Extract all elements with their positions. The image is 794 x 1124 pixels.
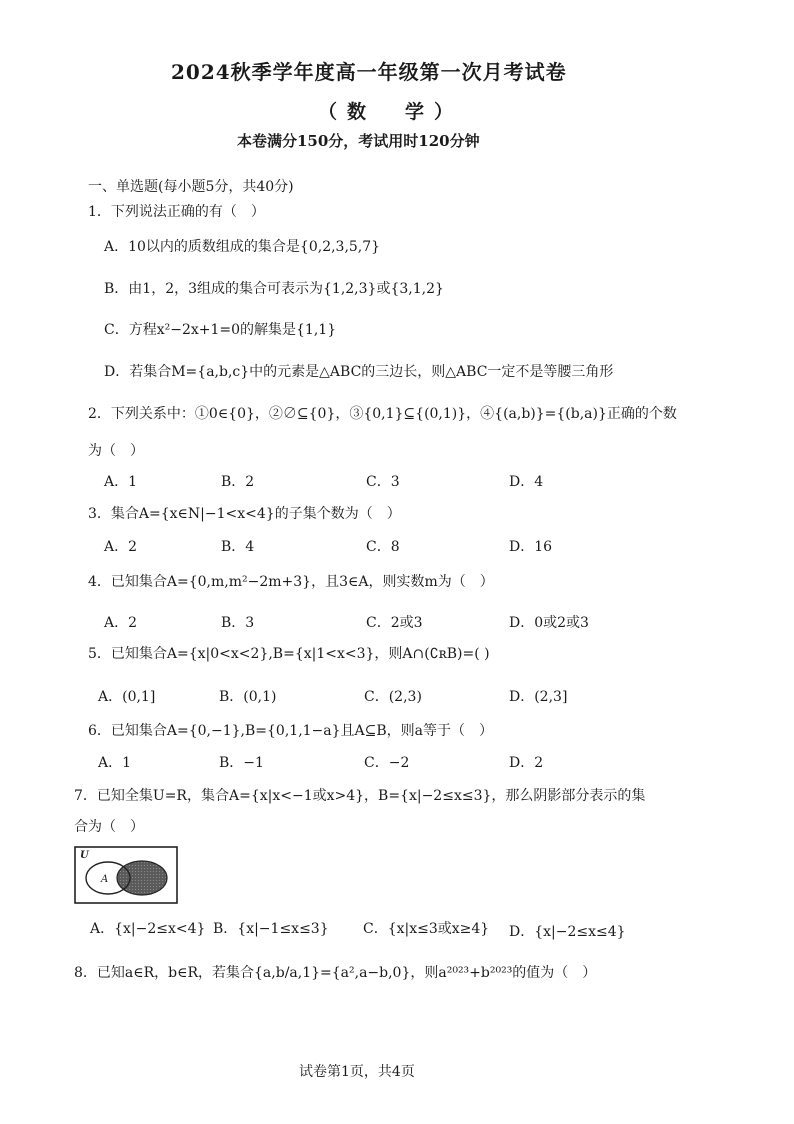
question-2-option-a: A．1 [104, 474, 138, 490]
question-6-option-d: D．2 [509, 755, 544, 771]
question-4-option-b: B．3 [221, 615, 255, 631]
question-7-stem: 7．已知全集U=R，集合A={x|x<−1或x>4}，B={x|−2≤x≤3}，那么阴影部分表示的集 [74, 788, 646, 804]
question-1-option-c: C．方程x²−2x+1=0的解集是{1,1} [104, 322, 337, 338]
question-2-stem-continued: 为（ ） [88, 443, 144, 459]
question-3-option-d: D．16 [509, 539, 553, 555]
question-4-option-a: A．2 [104, 615, 138, 631]
question-1-stem: 1．下列说法正确的有（ ） [88, 204, 265, 220]
question-7-option-c: C．{x|x≤3或x≥4} [363, 921, 490, 937]
question-3-option-c: C．8 [366, 539, 400, 555]
question-6-option-c: C．−2 [364, 755, 410, 771]
question-7-option-a: A．{x|−2≤x<4} [90, 921, 206, 937]
question-2-stem: 2．下列关系中：①0∈{0}，②∅⊆{0}，③{0,1}⊆{(0,1)}，④{(a,b)}={(b,a)}正确的个数 [88, 406, 677, 422]
venn-set-b-shaded [117, 861, 167, 895]
question-5-option-c: C．(2,3) [364, 689, 422, 705]
question-7-option-b: B．{x|−1≤x≤3} [213, 921, 329, 937]
question-1-option-a: A．10以内的质数组成的集合是{0,2,3,5,7} [104, 239, 381, 255]
venn-diagram [74, 846, 178, 904]
question-5-stem: 5．已知集合A={x|0<x<2},B={x|1<x<3}，则A∩(∁ʀB)=( ) [88, 646, 490, 662]
question-2-option-c: C．3 [366, 474, 400, 490]
subject-label: （数 学） [318, 101, 464, 123]
question-4-stem: 4．已知集合A={0,m,m²−2m+3}，且3∈A，则实数m为（ ） [88, 574, 494, 590]
question-1-option-d: D．若集合M={a,b,c}中的元素是△ABC的三边长，则△ABC一定不是等腰三角形 [104, 364, 614, 380]
question-8-stem: 8．已知a∈R，b∈R，若集合{a,b/a,1}={a²,a−b,0}，则a²⁰²³+b²⁰²³的值为（ ） [74, 965, 597, 981]
question-4-option-c: C．2或3 [366, 615, 423, 631]
question-3-option-a: A．2 [104, 539, 138, 555]
question-5-option-d: D．(2,3] [509, 689, 568, 705]
question-4-option-d: D．0或2或3 [509, 615, 589, 631]
section-heading: 一、单选题(每小题5分，共40分) [88, 179, 294, 195]
question-3-option-b: B．4 [221, 539, 255, 555]
question-5-option-b: B．(0,1) [219, 689, 277, 705]
question-6-option-b: B．−1 [219, 755, 264, 771]
question-7-stem-continued: 合为（ ） [74, 819, 144, 835]
venn-label-u: U [80, 850, 89, 861]
question-1-option-b: B．由1，2，3组成的集合可表示为{1,2,3}或{3,1,2} [104, 281, 444, 297]
question-7-option-d: D．{x|−2≤x≤4} [509, 924, 626, 940]
question-6-stem: 6．已知集合A={0,−1},B={0,1,1−a}且A⊆B，则a等于（ ） [88, 723, 494, 739]
page-footer: 试卷第1页，共4页 [299, 1064, 415, 1080]
venn-label-a: A [101, 874, 109, 885]
question-3-stem: 3．集合A={x∈N|−1<x<4}的子集个数为（ ） [88, 506, 401, 522]
exam-title: 2024秋季学年度高一年级第一次月考试卷 [171, 60, 567, 84]
question-6-option-a: A．1 [98, 755, 132, 771]
exam-info: 本卷满分150分，考试用时120分钟 [237, 132, 480, 150]
question-2-option-b: B．2 [221, 474, 255, 490]
question-2-option-d: D．4 [509, 474, 544, 490]
question-5-option-a: A．(0,1] [98, 689, 156, 705]
